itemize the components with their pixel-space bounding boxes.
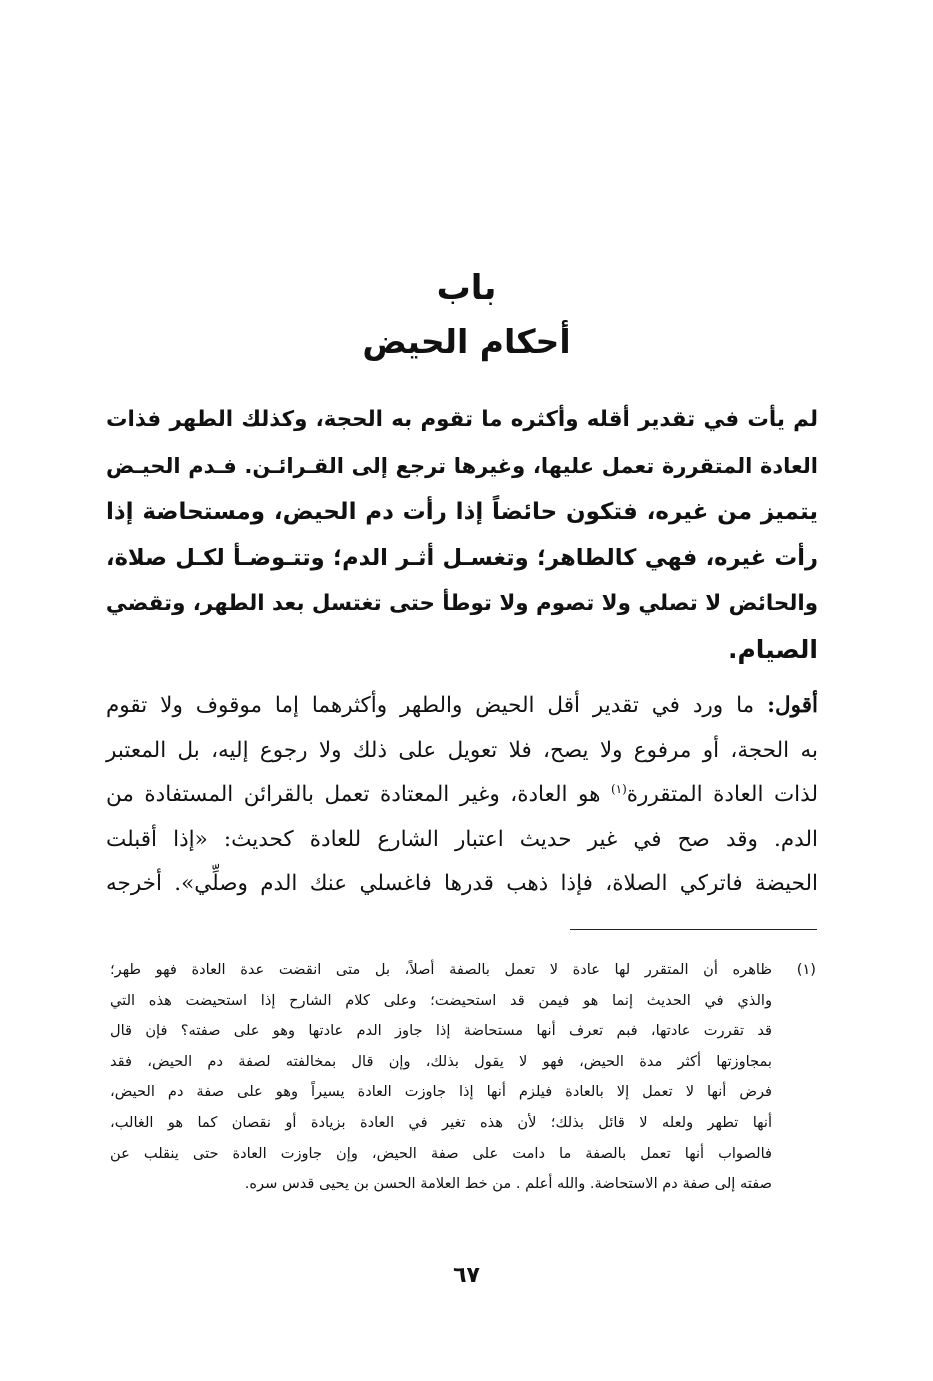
- main-text-line: العادة المتقررة تعمل عليها، وغيرها ترجع إلى القـرائـن. فـدم الحيـض: [106, 454, 818, 478]
- commentary-lead-word: أقول:: [767, 693, 818, 718]
- main-text-line: رأت غيره، فهي كالطاهر؛ وتغسـل أثـر الدم؛ وتتـوضـأ لكـل صلاة،: [106, 545, 818, 571]
- chapter-label: باب: [436, 268, 497, 308]
- page-number: ٦٧: [453, 1263, 480, 1288]
- main-text: [106, 397, 818, 673]
- commentary-line: به الحجة، أو مرفوع ولا يصح، فلا تعويل على ذلك ولا رجوع إليه، بل المعتبر: [106, 737, 818, 763]
- footnote-1: [110, 955, 816, 1200]
- commentary-text: [106, 684, 818, 907]
- commentary-line: الدم. وقد صح في غير حديث اعتبار الشارع للعادة كحديث: «إذا أقبلت: [106, 826, 818, 852]
- footnote-reference: (١): [610, 781, 627, 796]
- footnote-line: صفته إلى صفة دم الاستحاضة. والله أعلم . من خط العلامة الحسن بن يحيى قدس سره.: [244, 1175, 772, 1193]
- main-text-line: والحائض لا تصلي ولا تصوم ولا توطأ حتى تغتسل بعد الطهر، وتقضي: [105, 591, 818, 616]
- footnote-line: بمجاوزتها أكثر مدة الحيض، فهو لا يقول بذلك، وإن قال بمخالفته لصفة دم الحيض، فقد: [110, 1052, 772, 1070]
- footnote-line: فرض أنها لا تعمل إلا بالعادة فيلزم أنها إذا جاوزت العادة يسيراً وهو على صفة دم الحيض،: [110, 1083, 772, 1101]
- chapter-title: أحكام الحيض: [362, 322, 571, 361]
- footnote-number: (١): [796, 961, 816, 978]
- footnote-line: فالصواب أنها تعمل بالصفة ما دامت على صفة الحيض، وإن جاوزت العادة حتى ينقلب عن: [110, 1144, 772, 1162]
- footnote-line: ظاهره أن المتقرر لها عادة لا تعمل بالصفة أصلاً، بل متى انقضت عدة العادة فهو طهر؛: [110, 961, 772, 978]
- commentary-line: [106, 773, 818, 818]
- commentary-line-text: لذات العادة المتقررة: [626, 782, 818, 807]
- footnote-line: أنها تطهر ولعله لا قائل بذلك؛ لأن هذه تغير في العادة بزيادة أو نقصان كما هو الغالب،: [110, 1113, 772, 1131]
- main-text-line: يتميز من غيره، فتكون حائضاً إذا رأت دم الحيض، ومستحاضة إذا: [106, 499, 818, 525]
- main-text-line: الصيام.: [727, 635, 818, 664]
- commentary-line-text: هو العادة، وغير المعتادة تعمل بالقرائن المستفادة من: [106, 782, 611, 807]
- commentary-line: الحيضة فاتركي الصلاة، فإذا ذهب قدرها فاغسلي عنك الدم وصلِّي». أخرجه: [106, 871, 818, 896]
- footnote-separator: [570, 929, 817, 930]
- commentary-line-text: ما ورد في تقدير أقل الحيض والطهر وأكثرهما إما موقوف ولا تقوم: [106, 693, 768, 718]
- commentary-line: [106, 684, 818, 729]
- footnote-block: [110, 955, 816, 1200]
- footnote-line: والذي في الحديث إنما هو فيمن قد استحيضت؛ وعلى كلام الشارح إذا استحيضت هذه التي: [110, 991, 772, 1009]
- main-text-line: لم يأت في تقدير أقله وأكثره ما تقوم به الحجة، وكذلك الطهر فذات: [106, 407, 818, 432]
- footnote-line: قد تقررت عادتها، فبم تعرف أنها مستحاضة إذا جاوز الدم عادتها وهو على صفته؟ فإن قال: [110, 1022, 772, 1040]
